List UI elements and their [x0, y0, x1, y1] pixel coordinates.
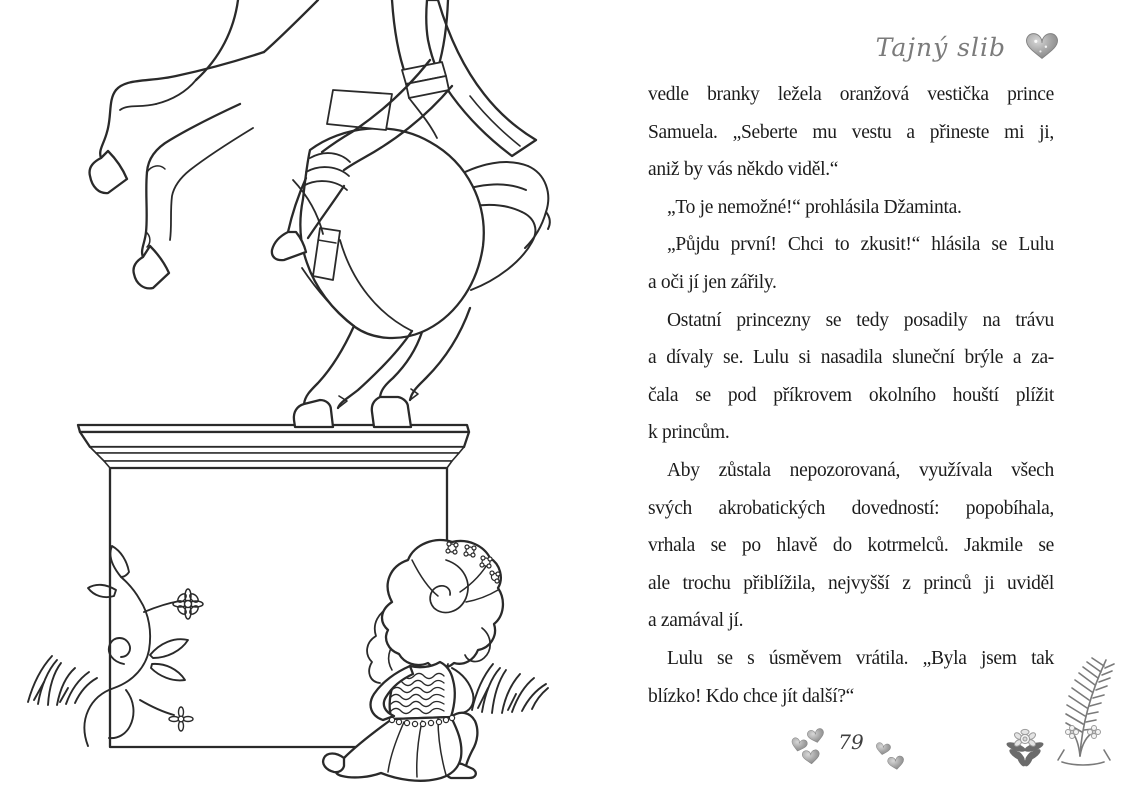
fern-plant-icon: [1044, 656, 1128, 780]
text-line: vedle branky ležela oranžová vestička prince: [648, 84, 1054, 105]
text-line: svých akrobatických dovedností: popobíhala,: [648, 497, 1054, 519]
text-line: a oči jí jen zářily.: [648, 271, 777, 293]
sparkle-heart-icon: [1024, 31, 1060, 63]
paragraph: [648, 76, 1054, 189]
paragraph: [648, 226, 1054, 301]
flower-icon: [1000, 726, 1050, 770]
horse-front-legs: [90, 52, 264, 288]
text-line: „To je nemožné!“ prohlásila Džaminta.: [667, 196, 962, 218]
grass-left: [28, 656, 97, 705]
paragraph: [648, 640, 1054, 715]
text-line: aniž by vás někdo viděl.“: [648, 159, 839, 181]
paragraph: [648, 302, 1054, 452]
text-line: a dívaly se. Lulu si nasadila sluneční brýle a za-: [648, 347, 1054, 369]
text-line: ale trochu přiblížila, nejvyšší z princů ji uviděl: [648, 572, 1054, 594]
text-line: vrhala se po hlavě do kotrmelců. Jakmile se: [648, 535, 1054, 557]
hearts-cluster-left-icon: [786, 724, 838, 770]
paragraph: [648, 452, 1054, 640]
text-line: k princům.: [648, 422, 730, 444]
grass-right: [472, 664, 548, 713]
text-line: „Půjdu první! Chci to zkusit!“ hlásila se Lulu: [667, 234, 1054, 256]
text-line: čala se pod příkrovem okolního houští plížit: [648, 384, 1054, 406]
text-line: Lulu se s úsměvem vrátila. „Byla jsem tak: [667, 647, 1054, 669]
page-header: [650, 26, 1060, 68]
chapter-title: Tajný slib: [875, 32, 1006, 62]
text-line: blízko! Kdo chce jít další?“: [648, 685, 855, 707]
text-line: Ostatní princezny se tedy posadily na trávu: [667, 309, 1054, 331]
page-number: 79: [838, 730, 864, 754]
paragraph: [648, 189, 1054, 227]
text-line: Samuela. „Seberte mu vestu a přineste mi ji,: [648, 121, 1054, 143]
text-line: a zamával jí.: [648, 610, 744, 632]
text-column: [648, 76, 1054, 715]
text-line: Aby zůstala nepozorovaná, využívala všech: [667, 459, 1054, 481]
hearts-cluster-right-icon: [870, 738, 912, 778]
